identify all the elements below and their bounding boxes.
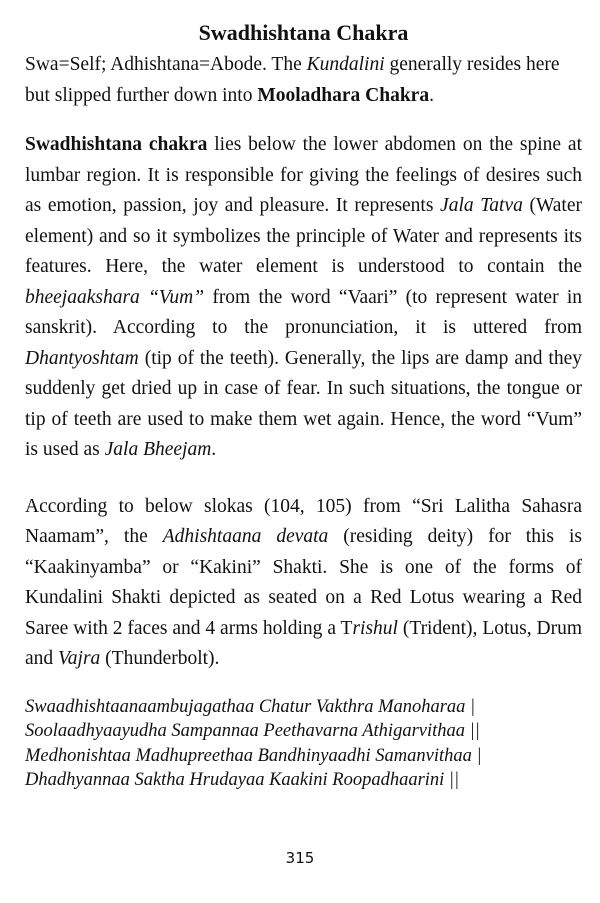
- deity-text-1: According to below slokas (104, 105) from “Sri Lalitha Sahasra Naamam”, the: [25, 495, 582, 547]
- description-text-5: .: [211, 439, 217, 460]
- intro-text-1: Swa=Self; Adhishtana=Abode. The: [25, 54, 307, 75]
- deity-text-3: (Trident), Lotus, Drum and: [25, 617, 582, 669]
- kundalini-term: Kundalini: [306, 54, 385, 75]
- trishul-term: rishul: [352, 617, 398, 639]
- bheejaakshara-term: bheejaakshara “Vum”: [25, 286, 205, 308]
- document-page: [25, 16, 582, 793]
- swadhishtana-term: Swadhishtana chakra: [25, 134, 208, 155]
- deity-text-4: (Thunderbolt).: [100, 648, 220, 669]
- description-text-2: (Water element) and so it symbolizes the principle of Water and represents its features. Here, the water element is understood to contain the: [25, 195, 582, 277]
- adhishtaana-devata-term: Adhishtaana devata: [162, 526, 329, 547]
- sloka-line: Soolaadhyaayudha Sampannaa Peethavarna Athigarvithaa ||: [25, 721, 480, 741]
- vajra-term: Vajra: [58, 648, 101, 669]
- jala-bheejam-term: Jala Bheejam: [104, 439, 212, 460]
- description-text-3: from the word “Vaari” (to represent water in sanskrit). According to the pronunciation, it is uttered from: [25, 286, 582, 338]
- jala-tatva-term: Jala Tatva: [440, 195, 523, 216]
- deity-paragraph: [25, 492, 582, 675]
- intro-text-2: generally resides here but slipped further down into: [25, 54, 560, 106]
- page-title: Swadhishtana Chakra: [198, 20, 409, 45]
- deity-text-2: (residing deity) for this is “Kaakinyamba” or “Kakini” Shakti. She is one of the forms of Kundalini Shakti depicted as seated on a Red Lotus wearing a Red Saree with 2 faces and 4 arms holding a T: [25, 526, 582, 639]
- description-text-1: lies below the lower abdomen on the spine at lumbar region. It is responsible for giving the feelings of desires such as emotion, passion, joy and pleasure. It represents: [25, 134, 582, 216]
- sloka-line: Swaadhishtaanaambujagathaa Chatur Vakthra Manoharaa |: [25, 696, 476, 717]
- sloka-line: Dhadhyannaa Saktha Hrudayaa Kaakini Roopadhaarini ||: [25, 770, 460, 790]
- description-paragraph: [25, 130, 582, 466]
- description-text-4: (tip of the teeth). Generally, the lips are damp and they suddenly get dried up in case of fear. In such situations, the tongue or tip of teeth are used to make them wet again. Hence, the word “Vum” is used as: [25, 347, 582, 460]
- intro-text-3: .: [429, 84, 434, 106]
- page-number: 315: [285, 849, 315, 867]
- mooladhara-term: Mooladhara Chakra: [257, 84, 430, 106]
- sloka-block: [25, 695, 582, 793]
- sloka-line: Medhonishtaa Madhupreethaa Bandhinyaadhi Samanvithaa |: [25, 745, 482, 766]
- dhantyoshtam-term: Dhantyoshtam: [25, 347, 139, 369]
- intro-paragraph: [25, 50, 582, 111]
